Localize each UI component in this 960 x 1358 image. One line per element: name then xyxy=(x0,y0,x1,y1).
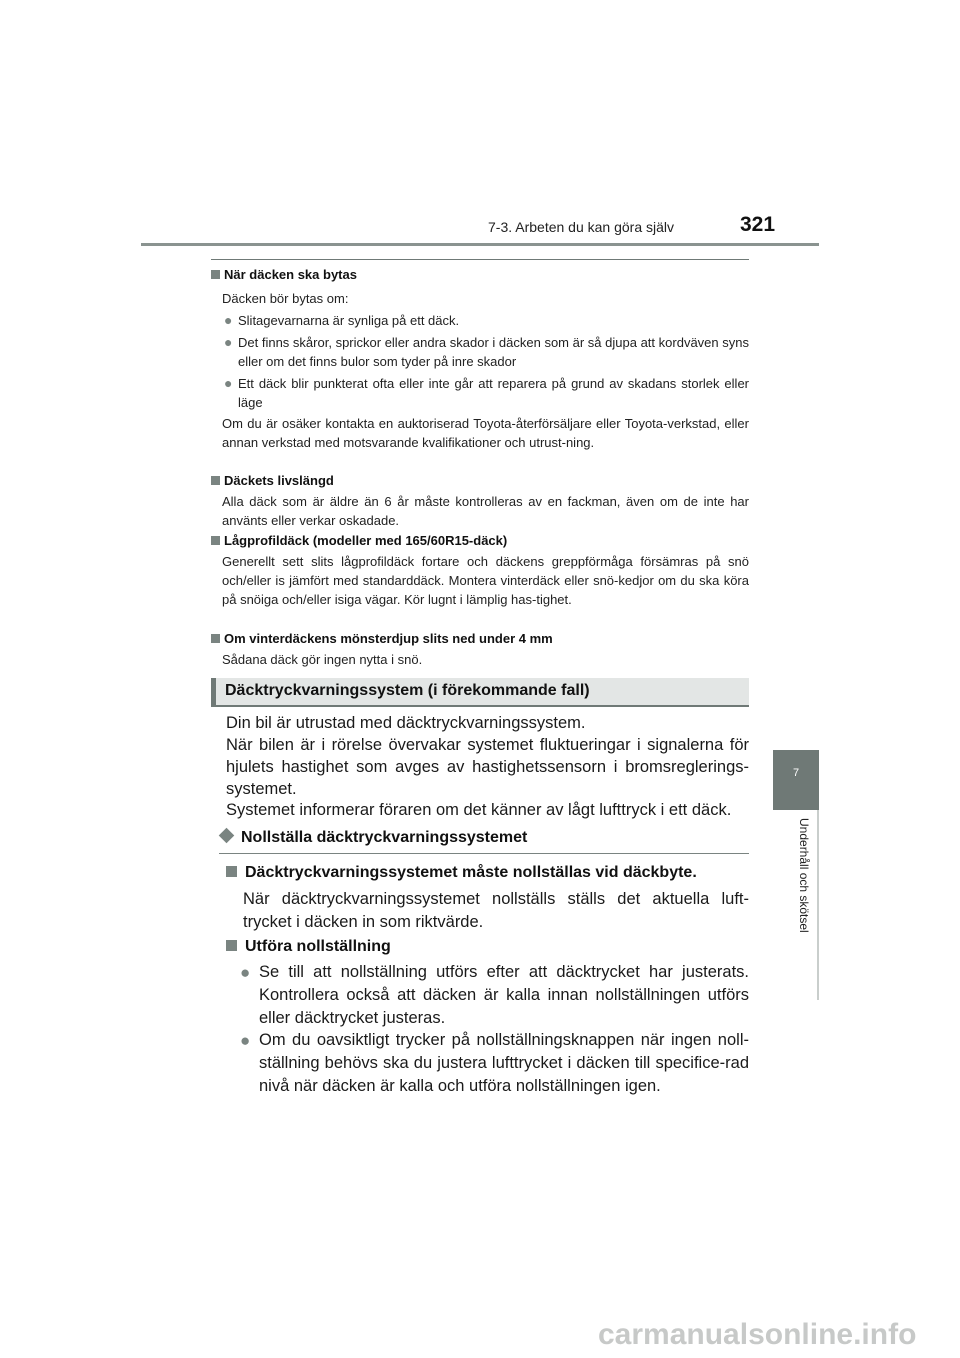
block-bullet-item xyxy=(240,961,749,1030)
square-bullet-icon xyxy=(226,940,237,951)
block-heading xyxy=(226,938,749,956)
note-heading-text: Om vinterdäckens mönsterdjup slits ned under 4 mm xyxy=(224,631,553,646)
note-heading xyxy=(211,473,334,488)
block-bullet-text: Om du oavsiktligt trycker på nollställningsknappen när ingen noll-ställning behövs ska du justera lufttrycket i däcken till specifice-rad nivå när däcken är kalla och utföra nollställningen igen. xyxy=(259,1031,749,1095)
block-text: När däcktryckvarningssystemet nollställs ställs det aktuella luft-trycket i däcken in som riktvärde. xyxy=(243,890,749,931)
section-heading-bar xyxy=(211,678,216,707)
circle-bullet-icon: ● xyxy=(224,375,233,391)
square-bullet-icon xyxy=(211,270,220,279)
circle-bullet-icon: ● xyxy=(240,1031,251,1050)
note-bullet-item xyxy=(224,333,749,371)
note-bullet-item xyxy=(224,374,749,412)
section-intro-2: När bilen är i rörelse övervakar systemet fluktueringar i signalerna för hjulets hastighet som avges av hastighetssensorn i bromsreglerings-systemet. xyxy=(226,736,749,798)
note-heading-text: Däckets livslängd xyxy=(224,473,334,488)
circle-bullet-icon: ● xyxy=(240,963,251,982)
header-rule xyxy=(141,243,819,246)
block-bullet-item xyxy=(240,1029,749,1098)
note-bullet-text: Slitagevarnarna är synliga på ett däck. xyxy=(238,313,460,328)
subheading-rule xyxy=(219,853,749,854)
note-outro: Om du är osäker kontakta en auktoriserad Toyota-återförsäljare eller Toyota-verkstad, eller annan verkstad med motsvarande kvalifikationer och utrust-ning. xyxy=(222,416,749,450)
subheading xyxy=(219,829,527,847)
note-intro: Däcken bör bytas om: xyxy=(222,291,349,306)
note-text: Generellt sett slits lågprofildäck fortare och däckens greppförmåga försämras på snö och/eller is jämfört med standarddäck. Montera vinterdäck eller snö-kedjor om du ska köra på snöiga och/eller isiga vägar. Kör lugnt i lämplig has-tighet. xyxy=(222,554,749,607)
block-heading xyxy=(226,864,749,882)
square-bullet-icon xyxy=(226,866,237,877)
square-bullet-icon xyxy=(211,476,220,485)
section-heading-box xyxy=(211,678,749,707)
chapter-tab xyxy=(773,750,819,810)
chapter-label: Underhåll och skötsel xyxy=(797,818,811,933)
diamond-bullet-icon xyxy=(219,828,235,844)
circle-bullet-icon: ● xyxy=(224,334,233,350)
note-heading-text: Lågprofildäck (modeller med 165/60R15-däck) xyxy=(224,533,508,548)
note-bullet-text: Ett däck blir punkterat ofta eller inte går att reparera på grund av skadans storlek eller läge xyxy=(238,376,749,410)
chapter-number: 7 xyxy=(792,767,800,779)
circle-bullet-icon: ● xyxy=(224,312,233,328)
note-heading xyxy=(211,631,553,646)
note-bullet-item xyxy=(224,311,749,330)
chapter-tab-rule xyxy=(817,810,819,1000)
section-title: Däcktryckvarningssystem (i förekommande fall) xyxy=(225,682,590,699)
note-heading xyxy=(211,533,507,548)
block-heading-text: Utföra nollställning xyxy=(245,938,391,955)
square-bullet-icon xyxy=(211,536,220,545)
block-bullet-text: Se till att nollställning utförs efter att däcktrycket har justerats. Kontrollera också att däcken är kalla innan nollställningen utförs eller däcktrycket justeras. xyxy=(259,963,749,1027)
note-text: Sådana däck gör ingen nytta i snö. xyxy=(222,652,423,667)
note-heading xyxy=(211,267,357,282)
section-intro-3: Systemet informerar föraren om det känner av lågt lufttryck i ett däck. xyxy=(226,801,732,819)
notes-top-rule xyxy=(211,259,749,260)
square-bullet-icon xyxy=(211,634,220,643)
section-intro-1: Din bil är utrustad med däcktryckvarningssystem. xyxy=(226,714,586,732)
watermark-text: carmanualsonline.info xyxy=(598,1318,917,1351)
subheading-text: Nollställa däcktryckvarningssystemet xyxy=(241,829,528,846)
header-section-title: 7-3. Arbeten du kan göra själv xyxy=(488,219,675,235)
page-number: 321 xyxy=(740,213,776,236)
block-heading-text: Däcktryckvarningssystemet måste nollställas vid däckbyte. xyxy=(245,864,697,881)
note-heading-text: När däcken ska bytas xyxy=(224,267,357,282)
note-text: Alla däck som är äldre än 6 år måste kontrolleras av en fackman, även om de inte har använts eller verkar oskadade. xyxy=(222,494,749,528)
note-bullet-text: Det finns skåror, sprickor eller andra skador i däcken som är så djupa att kordväven syns eller om det finns bulor som tyder på inre skador xyxy=(238,335,749,369)
